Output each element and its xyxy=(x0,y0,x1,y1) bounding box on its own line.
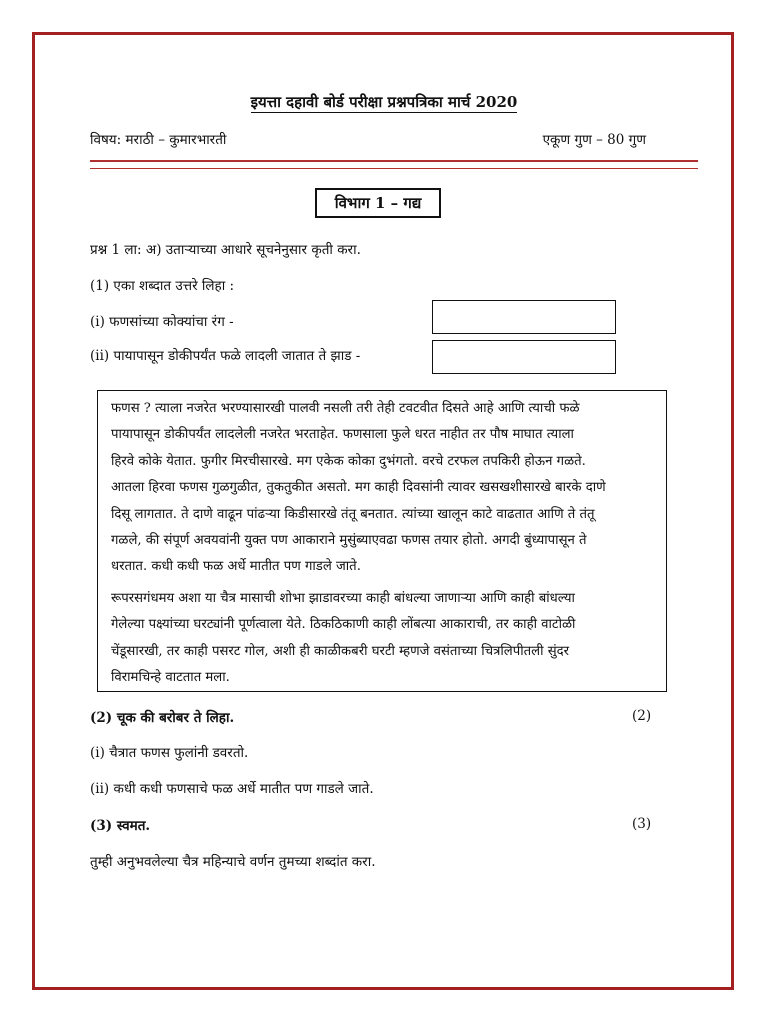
header-divider-top xyxy=(90,160,698,162)
header-divider-bottom xyxy=(90,168,698,169)
passage-line: दिसू लागतात. ते दाणे वाढून पांढऱ्या किडीसारखे तंतू बनतात. त्यांच्या खालून काटे वाढतात आणि ते तंतू xyxy=(111,506,595,522)
passage-line: धरतात. कधी कधी फळ अर्धे मातीत पण गाडले जाते. xyxy=(111,559,361,575)
part1-heading: (1) एका शब्दात उत्तरे लिहा : xyxy=(90,278,235,294)
passage-paragraph-2 xyxy=(111,586,656,692)
part3-marks: (3) xyxy=(632,816,652,832)
passage-line: फणस ? त्याला नजरेत भरण्यासारखी पालवी नसली तरी तेही टवटवीत दिसते आहे आणि त्याची फळे xyxy=(111,401,580,416)
section-heading: विभाग 1 – गद्य xyxy=(315,188,441,218)
part2-item-2: (ii) कधी कधी फणसाचे फळ अर्धे मातीत पण गाडले जाते. xyxy=(90,781,374,797)
answer-box-1[interactable] xyxy=(432,300,616,334)
question-instruction: प्रश्न 1 ला: अ) उताऱ्याच्या आधारे सूचनेनुसार कृती करा. xyxy=(90,242,361,258)
part2-marks: (2) xyxy=(632,708,652,724)
passage-paragraph-1 xyxy=(111,396,656,581)
paper-title-text: इयत्ता दहावी बोर्ड परीक्षा प्रश्नपत्रिका मार्च 2020 xyxy=(250,93,518,111)
answer-box-2[interactable] xyxy=(432,340,616,374)
passage-line: चेंडूसारखी, तर काही पसरट गोल, अशी ही काळीकबरी घरटी म्हणजे वसंताच्या चित्रलिपीतली सुंदर xyxy=(111,643,570,659)
passage-box xyxy=(97,390,667,692)
passage-line: गेलेल्या पक्ष्यांच्या घरट्यांनी पूर्णत्वाला येते. ठिकठिकाणी काही लोंबत्या आकाराची, तर काही वाटोळी xyxy=(111,617,576,633)
passage-line: गळले, की संपूर्ण अवयवांनी युक्त पण आकाराने मुसुंब्याएवढा फणस तयार होतो. अगदी बुंध्यापासून ते xyxy=(111,533,587,549)
passage-line: आतला हिरवा फणस गुळगुळीत, तुकतुकीत असतो. मग काही दिवसांनी त्यावर खसखशीसारखे बारके दाणे xyxy=(111,480,606,496)
part1-item-1: (i) फणसांच्या कोक्यांचा रंग - xyxy=(90,314,234,330)
passage-line: रूपरसगंधमय अशा या चैत्र मासाची शोभा झाडावरच्या काही बांधल्या जाणाऱ्या आणि काही बांधल्या xyxy=(111,590,575,606)
part1-item-2: (ii) पायापासून डोकीपर्यंत फळे लादली जातात ते झाड - xyxy=(90,348,361,364)
paper-title xyxy=(0,92,768,112)
part2-item-1: (i) चैत्रात फणस फुलांनी डवरतो. xyxy=(90,745,249,761)
passage-line: पायापासून डोकीपर्यंत लादलेली नजरेत भरताहेत. फणसाला फुले धरत नाहीत तर पौष माघात त्याला xyxy=(111,427,574,443)
part3-heading: (3) स्वमत. xyxy=(90,818,151,834)
passage-line: हिरवे कोके येतात. फुगीर मिरचीसारखे. मग एकेक कोका दुभंगतो. वरचे टरफल तपकिरी होऊन गळते. xyxy=(111,453,586,469)
passage-line: विरामचिन्हे वाटतात मला. xyxy=(111,670,230,686)
subject-label: विषय: मराठी – कुमारभारती xyxy=(90,132,227,148)
part3-prompt: तुम्ही अनुभवलेल्या चैत्र महिन्याचे वर्णन तुमच्या शब्दांत करा. xyxy=(90,854,376,870)
total-marks-label: एकूण गुण – 80 गुण xyxy=(542,132,646,148)
part2-heading: (2) चूक की बरोबर ते लिहा. xyxy=(90,710,235,726)
